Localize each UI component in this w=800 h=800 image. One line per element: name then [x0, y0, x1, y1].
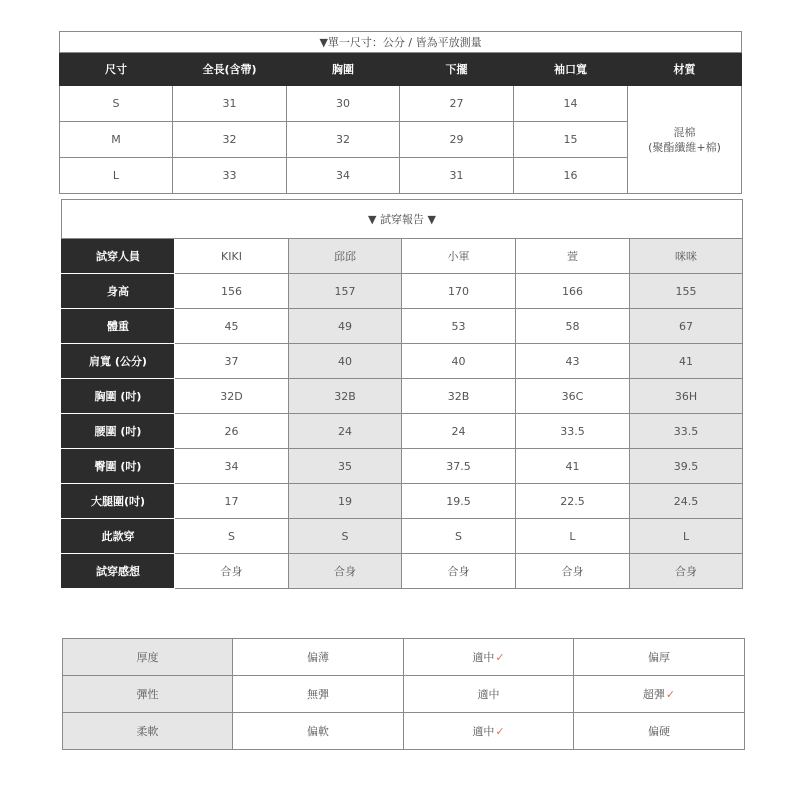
- fit-value: 19: [289, 484, 402, 519]
- material-name: 混棉: [673, 125, 696, 139]
- size-chart-caption: ▼單一尺寸：公分 / 皆為平放測量: [60, 32, 742, 53]
- size-cell: S: [60, 86, 173, 122]
- fit-row-bust: [62, 379, 743, 414]
- fit-value: 22.5: [516, 484, 630, 519]
- fit-value: 17: [175, 484, 289, 519]
- fit-row-thigh: [62, 484, 743, 519]
- fit-value: L: [516, 519, 630, 554]
- cuff-cell: 16: [514, 158, 628, 194]
- fit-value: 53: [402, 309, 516, 344]
- chest-cell: 30: [287, 86, 400, 122]
- feel-option-selected: 超彈✓: [574, 676, 745, 713]
- feel-option: 偏硬: [574, 713, 745, 750]
- fit-value: 155: [630, 274, 743, 309]
- fit-value: 合身: [630, 554, 743, 589]
- check-icon: ✓: [665, 688, 676, 701]
- feel-row-softness: [63, 713, 745, 750]
- fit-row-label: 臀圍 (吋): [62, 449, 175, 484]
- fit-value: 170: [402, 274, 516, 309]
- fit-value: 合身: [175, 554, 289, 589]
- feel-option: 無彈: [233, 676, 404, 713]
- material-composition: (聚酯纖維+棉): [648, 140, 721, 154]
- fit-row-waist: [62, 414, 743, 449]
- fit-value: 34: [175, 449, 289, 484]
- fit-value: 166: [516, 274, 630, 309]
- fit-report-table: [61, 199, 743, 589]
- chest-header: 胸圍: [287, 53, 400, 86]
- fit-row-label: 試穿感想: [62, 554, 175, 589]
- fit-value: 45: [175, 309, 289, 344]
- size-chart-table: [59, 31, 742, 194]
- fit-value: 26: [175, 414, 289, 449]
- fit-value: 合身: [516, 554, 630, 589]
- fit-value: 37.5: [402, 449, 516, 484]
- feel-option: 偏軟: [233, 713, 404, 750]
- fit-value: 35: [289, 449, 402, 484]
- material-header: 材質: [628, 53, 742, 86]
- cuff-cell: 14: [514, 86, 628, 122]
- fit-value: 157: [289, 274, 402, 309]
- feel-row-label: 厚度: [63, 639, 233, 676]
- fit-value: 合身: [289, 554, 402, 589]
- fit-row-weight: [62, 309, 743, 344]
- length-cell: 32: [173, 122, 287, 158]
- chest-cell: 34: [287, 158, 400, 194]
- fit-value: 67: [630, 309, 743, 344]
- feel-row-label: 彈性: [63, 676, 233, 713]
- fit-value: 合身: [402, 554, 516, 589]
- fit-value: S: [175, 519, 289, 554]
- fit-value: 24.5: [630, 484, 743, 519]
- feel-option-selected: 適中✓: [404, 713, 574, 750]
- size-header: 尺寸: [60, 53, 173, 86]
- fit-value: 32D: [175, 379, 289, 414]
- fit-row-label: 大腿圍(吋): [62, 484, 175, 519]
- fit-value: 19.5: [402, 484, 516, 519]
- cuff-cell: 15: [514, 122, 628, 158]
- fit-model-row: [62, 239, 743, 274]
- fit-row-label: 此款穿: [62, 519, 175, 554]
- fit-value: 41: [516, 449, 630, 484]
- model-name: KIKI: [175, 239, 289, 274]
- feel-option: 偏薄: [233, 639, 404, 676]
- fit-value: 41: [630, 344, 743, 379]
- fit-row-shoulder: [62, 344, 743, 379]
- size-cell: M: [60, 122, 173, 158]
- hem-cell: 29: [400, 122, 514, 158]
- fit-row-label: 身高: [62, 274, 175, 309]
- cuff-header: 袖口寬: [514, 53, 628, 86]
- model-name: 邱邱: [289, 239, 402, 274]
- fit-value: 32B: [402, 379, 516, 414]
- fit-value: L: [630, 519, 743, 554]
- fit-row-hip: [62, 449, 743, 484]
- fit-value: 40: [402, 344, 516, 379]
- fit-value: 36C: [516, 379, 630, 414]
- fit-row-label: 肩寬 (公分): [62, 344, 175, 379]
- fit-value: 37: [175, 344, 289, 379]
- size-cell: L: [60, 158, 173, 194]
- fit-value: 43: [516, 344, 630, 379]
- fit-value: S: [289, 519, 402, 554]
- fit-report-caption: ▼ 試穿報告 ▼: [62, 200, 743, 239]
- fit-row-label: 腰圍 (吋): [62, 414, 175, 449]
- chest-cell: 32: [287, 122, 400, 158]
- feel-option: 偏厚: [574, 639, 745, 676]
- fit-row-height: [62, 274, 743, 309]
- fit-value: 36H: [630, 379, 743, 414]
- feel-option-selected: 適中✓: [404, 639, 574, 676]
- length-cell: 31: [173, 86, 287, 122]
- fit-value: 24: [289, 414, 402, 449]
- feel-option: 適中: [404, 676, 574, 713]
- fit-row-label: 胸圍 (吋): [62, 379, 175, 414]
- fit-value: 39.5: [630, 449, 743, 484]
- length-cell: 33: [173, 158, 287, 194]
- models-label: 試穿人員: [62, 239, 175, 274]
- fit-value: 24: [402, 414, 516, 449]
- hem-header: 下擺: [400, 53, 514, 86]
- length-header: 全長(含帶): [173, 53, 287, 86]
- check-icon: ✓: [495, 725, 505, 738]
- fit-value: 156: [175, 274, 289, 309]
- fit-row-size-worn: [62, 519, 743, 554]
- fit-row-comment: [62, 554, 743, 589]
- fit-value: S: [402, 519, 516, 554]
- fit-value: 33.5: [630, 414, 743, 449]
- fit-value: 33.5: [516, 414, 630, 449]
- fit-value: 32B: [289, 379, 402, 414]
- fit-value: 49: [289, 309, 402, 344]
- hem-cell: 31: [400, 158, 514, 194]
- feel-row-elasticity: [63, 676, 745, 713]
- check-icon: ✓: [495, 651, 505, 664]
- model-name: 萱: [516, 239, 630, 274]
- fit-value: 40: [289, 344, 402, 379]
- material-cell: [628, 86, 742, 194]
- feel-row-label: 柔軟: [63, 713, 233, 750]
- fit-value: 58: [516, 309, 630, 344]
- hem-cell: 27: [400, 86, 514, 122]
- model-name: 咪咪: [630, 239, 743, 274]
- feel-row-thickness: [63, 639, 745, 676]
- size-chart-header-row: [60, 53, 742, 86]
- size-row-s: [60, 86, 742, 122]
- model-name: 小軍: [402, 239, 516, 274]
- fabric-feel-table: [62, 638, 745, 750]
- fit-row-label: 體重: [62, 309, 175, 344]
